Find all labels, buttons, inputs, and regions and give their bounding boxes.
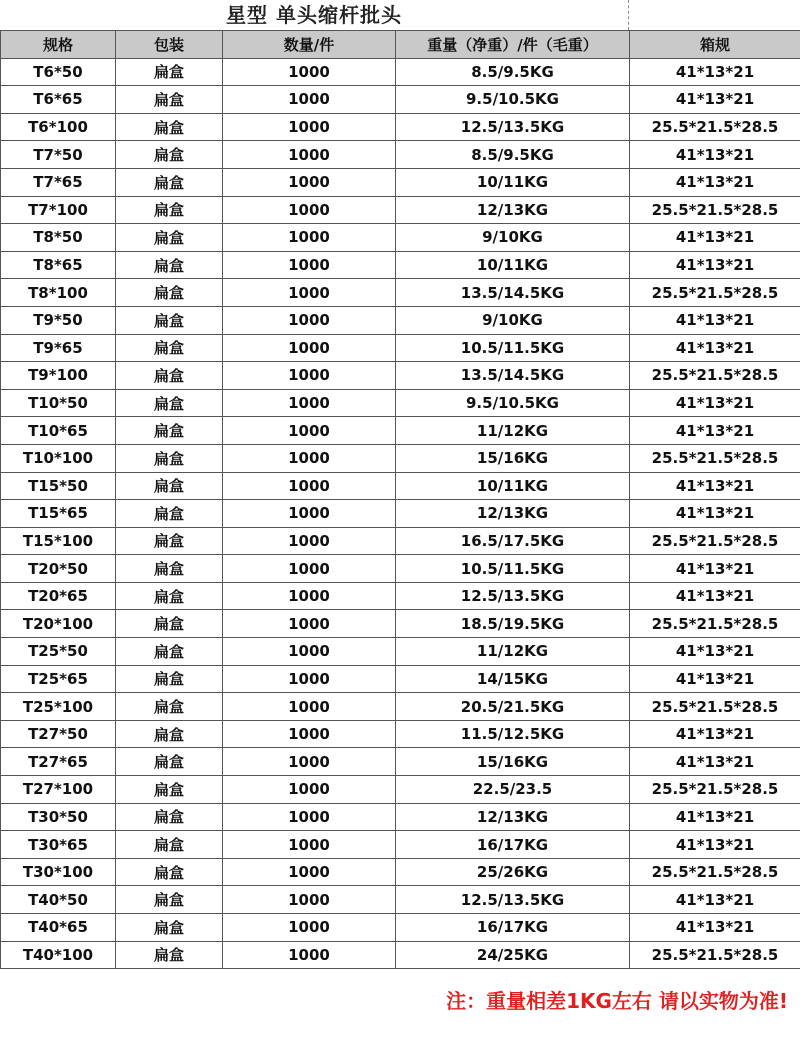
- cell-package: 扁盒: [116, 389, 223, 417]
- cell-quantity: 1000: [223, 472, 396, 500]
- cell-spec: T7*65: [1, 168, 116, 196]
- table-row: [1, 168, 800, 196]
- cell-weight: 10.5/11.5KG: [396, 555, 630, 583]
- cell-weight: 16/17KG: [396, 831, 630, 859]
- cell-spec: T9*50: [1, 306, 116, 334]
- cell-spec: T30*100: [1, 858, 116, 886]
- cell-box-size: 41*13*21: [630, 886, 800, 914]
- cell-box-size: 41*13*21: [630, 168, 800, 196]
- cell-spec: T25*50: [1, 638, 116, 666]
- table-row: [1, 306, 800, 334]
- cell-spec: T20*50: [1, 555, 116, 583]
- cell-quantity: 1000: [223, 941, 396, 969]
- cell-package: 扁盒: [116, 224, 223, 252]
- table-row: [1, 886, 800, 914]
- cell-box-size: 41*13*21: [630, 638, 800, 666]
- dashed-divider: [628, 0, 629, 30]
- cell-package: 扁盒: [116, 638, 223, 666]
- cell-quantity: 1000: [223, 555, 396, 583]
- cell-weight: 10.5/11.5KG: [396, 334, 630, 362]
- header-spec: 规格: [1, 31, 116, 59]
- cell-box-size: 41*13*21: [630, 306, 800, 334]
- cell-package: 扁盒: [116, 58, 223, 86]
- cell-box-size: 41*13*21: [630, 665, 800, 693]
- cell-spec: T27*100: [1, 776, 116, 804]
- cell-box-size: 41*13*21: [630, 803, 800, 831]
- table-row: [1, 58, 800, 86]
- table-row: [1, 472, 800, 500]
- cell-weight: 12/13KG: [396, 196, 630, 224]
- cell-box-size: 25.5*21.5*28.5: [630, 527, 800, 555]
- cell-spec: T8*100: [1, 279, 116, 307]
- cell-quantity: 1000: [223, 417, 396, 445]
- cell-quantity: 1000: [223, 886, 396, 914]
- cell-weight: 12.5/13.5KG: [396, 582, 630, 610]
- cell-box-size: 25.5*21.5*28.5: [630, 196, 800, 224]
- cell-package: 扁盒: [116, 582, 223, 610]
- cell-package: 扁盒: [116, 444, 223, 472]
- cell-weight: 25/26KG: [396, 858, 630, 886]
- cell-box-size: 25.5*21.5*28.5: [630, 444, 800, 472]
- cell-quantity: 1000: [223, 610, 396, 638]
- cell-box-size: 41*13*21: [630, 334, 800, 362]
- cell-quantity: 1000: [223, 196, 396, 224]
- cell-spec: T20*65: [1, 582, 116, 610]
- cell-weight: 12.5/13.5KG: [396, 113, 630, 141]
- cell-quantity: 1000: [223, 720, 396, 748]
- cell-spec: T10*65: [1, 417, 116, 445]
- cell-box-size: 41*13*21: [630, 720, 800, 748]
- cell-spec: T10*50: [1, 389, 116, 417]
- cell-quantity: 1000: [223, 224, 396, 252]
- cell-box-size: 25.5*21.5*28.5: [630, 362, 800, 390]
- cell-package: 扁盒: [116, 720, 223, 748]
- cell-quantity: 1000: [223, 582, 396, 610]
- table-row: [1, 389, 800, 417]
- cell-box-size: 25.5*21.5*28.5: [630, 776, 800, 804]
- cell-quantity: 1000: [223, 665, 396, 693]
- cell-weight: 16/17KG: [396, 914, 630, 942]
- table-row: [1, 582, 800, 610]
- cell-package: 扁盒: [116, 141, 223, 169]
- cell-box-size: 41*13*21: [630, 748, 800, 776]
- cell-spec: T6*100: [1, 113, 116, 141]
- cell-quantity: 1000: [223, 86, 396, 114]
- cell-weight: 11.5/12.5KG: [396, 720, 630, 748]
- cell-weight: 9.5/10.5KG: [396, 86, 630, 114]
- cell-package: 扁盒: [116, 113, 223, 141]
- cell-weight: 10/11KG: [396, 168, 630, 196]
- cell-package: 扁盒: [116, 472, 223, 500]
- cell-package: 扁盒: [116, 196, 223, 224]
- cell-spec: T7*50: [1, 141, 116, 169]
- cell-package: 扁盒: [116, 279, 223, 307]
- cell-spec: T9*65: [1, 334, 116, 362]
- cell-box-size: 41*13*21: [630, 251, 800, 279]
- table-row: [1, 417, 800, 445]
- table-row: [1, 858, 800, 886]
- cell-box-size: 41*13*21: [630, 555, 800, 583]
- cell-package: 扁盒: [116, 334, 223, 362]
- cell-box-size: 25.5*21.5*28.5: [630, 113, 800, 141]
- cell-weight: 9/10KG: [396, 306, 630, 334]
- table-row: [1, 555, 800, 583]
- cell-quantity: 1000: [223, 58, 396, 86]
- cell-box-size: 25.5*21.5*28.5: [630, 858, 800, 886]
- page-title: 星型 单头缩杆批头: [226, 3, 402, 27]
- cell-box-size: 25.5*21.5*28.5: [630, 610, 800, 638]
- cell-spec: T25*100: [1, 693, 116, 721]
- cell-quantity: 1000: [223, 113, 396, 141]
- cell-quantity: 1000: [223, 500, 396, 528]
- cell-package: 扁盒: [116, 886, 223, 914]
- cell-package: 扁盒: [116, 748, 223, 776]
- cell-weight: 16.5/17.5KG: [396, 527, 630, 555]
- cell-quantity: 1000: [223, 831, 396, 859]
- cell-quantity: 1000: [223, 362, 396, 390]
- table-row: [1, 500, 800, 528]
- cell-spec: T30*65: [1, 831, 116, 859]
- cell-weight: 13.5/14.5KG: [396, 279, 630, 307]
- cell-spec: T8*50: [1, 224, 116, 252]
- cell-package: 扁盒: [116, 500, 223, 528]
- cell-quantity: 1000: [223, 858, 396, 886]
- table-row: [1, 803, 800, 831]
- cell-package: 扁盒: [116, 527, 223, 555]
- table-row: [1, 665, 800, 693]
- cell-weight: 13.5/14.5KG: [396, 362, 630, 390]
- cell-weight: 8.5/9.5KG: [396, 141, 630, 169]
- cell-weight: 10/11KG: [396, 472, 630, 500]
- cell-weight: 14/15KG: [396, 665, 630, 693]
- cell-quantity: 1000: [223, 748, 396, 776]
- header-row: [1, 31, 800, 59]
- cell-package: 扁盒: [116, 858, 223, 886]
- cell-quantity: 1000: [223, 279, 396, 307]
- cell-spec: T15*65: [1, 500, 116, 528]
- cell-spec: T30*50: [1, 803, 116, 831]
- header-quantity: 数量/件: [223, 31, 396, 59]
- cell-spec: T8*65: [1, 251, 116, 279]
- cell-quantity: 1000: [223, 776, 396, 804]
- cell-box-size: 25.5*21.5*28.5: [630, 279, 800, 307]
- cell-package: 扁盒: [116, 251, 223, 279]
- cell-package: 扁盒: [116, 555, 223, 583]
- table-row: [1, 362, 800, 390]
- cell-weight: 22.5/23.5: [396, 776, 630, 804]
- table-row: [1, 941, 800, 969]
- table-row: [1, 113, 800, 141]
- table-row: [1, 334, 800, 362]
- cell-box-size: 41*13*21: [630, 58, 800, 86]
- cell-weight: 12.5/13.5KG: [396, 886, 630, 914]
- cell-weight: 11/12KG: [396, 417, 630, 445]
- cell-spec: T15*50: [1, 472, 116, 500]
- cell-package: 扁盒: [116, 831, 223, 859]
- cell-package: 扁盒: [116, 941, 223, 969]
- cell-quantity: 1000: [223, 693, 396, 721]
- cell-weight: 8.5/9.5KG: [396, 58, 630, 86]
- cell-quantity: 1000: [223, 141, 396, 169]
- cell-box-size: 25.5*21.5*28.5: [630, 941, 800, 969]
- cell-package: 扁盒: [116, 306, 223, 334]
- cell-weight: 9/10KG: [396, 224, 630, 252]
- header-package: 包装: [116, 31, 223, 59]
- cell-package: 扁盒: [116, 693, 223, 721]
- cell-quantity: 1000: [223, 306, 396, 334]
- cell-package: 扁盒: [116, 803, 223, 831]
- cell-quantity: 1000: [223, 527, 396, 555]
- table-row: [1, 720, 800, 748]
- cell-weight: 11/12KG: [396, 638, 630, 666]
- cell-weight: 9.5/10.5KG: [396, 389, 630, 417]
- cell-quantity: 1000: [223, 389, 396, 417]
- cell-package: 扁盒: [116, 776, 223, 804]
- cell-package: 扁盒: [116, 362, 223, 390]
- cell-spec: T6*65: [1, 86, 116, 114]
- table-row: [1, 527, 800, 555]
- table-row: [1, 86, 800, 114]
- cell-box-size: 41*13*21: [630, 86, 800, 114]
- cell-spec: T40*100: [1, 941, 116, 969]
- table-row: [1, 279, 800, 307]
- cell-box-size: 41*13*21: [630, 417, 800, 445]
- header-weight: 重量（净重）/件（毛重）: [396, 31, 630, 59]
- cell-quantity: 1000: [223, 251, 396, 279]
- table-row: [1, 610, 800, 638]
- cell-box-size: 41*13*21: [630, 141, 800, 169]
- table-row: [1, 251, 800, 279]
- table-row: [1, 831, 800, 859]
- cell-package: 扁盒: [116, 914, 223, 942]
- table-row: [1, 776, 800, 804]
- cell-weight: 15/16KG: [396, 748, 630, 776]
- cell-package: 扁盒: [116, 665, 223, 693]
- title-row: [0, 0, 800, 30]
- table-row: [1, 196, 800, 224]
- cell-box-size: 41*13*21: [630, 472, 800, 500]
- cell-box-size: 41*13*21: [630, 389, 800, 417]
- cell-package: 扁盒: [116, 610, 223, 638]
- weight-note: 注：重量相差1KG左右 请以实物为准!: [446, 989, 788, 1013]
- table-row: [1, 444, 800, 472]
- table-row: [1, 224, 800, 252]
- cell-quantity: 1000: [223, 638, 396, 666]
- cell-spec: T40*65: [1, 914, 116, 942]
- cell-quantity: 1000: [223, 803, 396, 831]
- cell-spec: T9*100: [1, 362, 116, 390]
- spec-table: [0, 30, 800, 969]
- cell-quantity: 1000: [223, 334, 396, 362]
- cell-quantity: 1000: [223, 914, 396, 942]
- cell-spec: T7*100: [1, 196, 116, 224]
- table-row: [1, 693, 800, 721]
- cell-box-size: 41*13*21: [630, 582, 800, 610]
- cell-spec: T10*100: [1, 444, 116, 472]
- cell-spec: T6*50: [1, 58, 116, 86]
- cell-spec: T20*100: [1, 610, 116, 638]
- cell-box-size: 25.5*21.5*28.5: [630, 693, 800, 721]
- table-row: [1, 141, 800, 169]
- cell-weight: 24/25KG: [396, 941, 630, 969]
- cell-spec: T15*100: [1, 527, 116, 555]
- cell-spec: T27*50: [1, 720, 116, 748]
- cell-weight: 15/16KG: [396, 444, 630, 472]
- cell-box-size: 41*13*21: [630, 914, 800, 942]
- cell-quantity: 1000: [223, 168, 396, 196]
- table-row: [1, 638, 800, 666]
- cell-weight: 10/11KG: [396, 251, 630, 279]
- cell-box-size: 41*13*21: [630, 831, 800, 859]
- cell-weight: 20.5/21.5KG: [396, 693, 630, 721]
- cell-weight: 12/13KG: [396, 500, 630, 528]
- cell-quantity: 1000: [223, 444, 396, 472]
- cell-box-size: 41*13*21: [630, 500, 800, 528]
- cell-package: 扁盒: [116, 417, 223, 445]
- table-row: [1, 914, 800, 942]
- table-row: [1, 748, 800, 776]
- header-box-size: 箱规: [630, 31, 800, 59]
- cell-weight: 12/13KG: [396, 803, 630, 831]
- cell-weight: 18.5/19.5KG: [396, 610, 630, 638]
- cell-package: 扁盒: [116, 168, 223, 196]
- cell-box-size: 41*13*21: [630, 224, 800, 252]
- cell-spec: T40*50: [1, 886, 116, 914]
- cell-spec: T25*65: [1, 665, 116, 693]
- cell-package: 扁盒: [116, 86, 223, 114]
- cell-spec: T27*65: [1, 748, 116, 776]
